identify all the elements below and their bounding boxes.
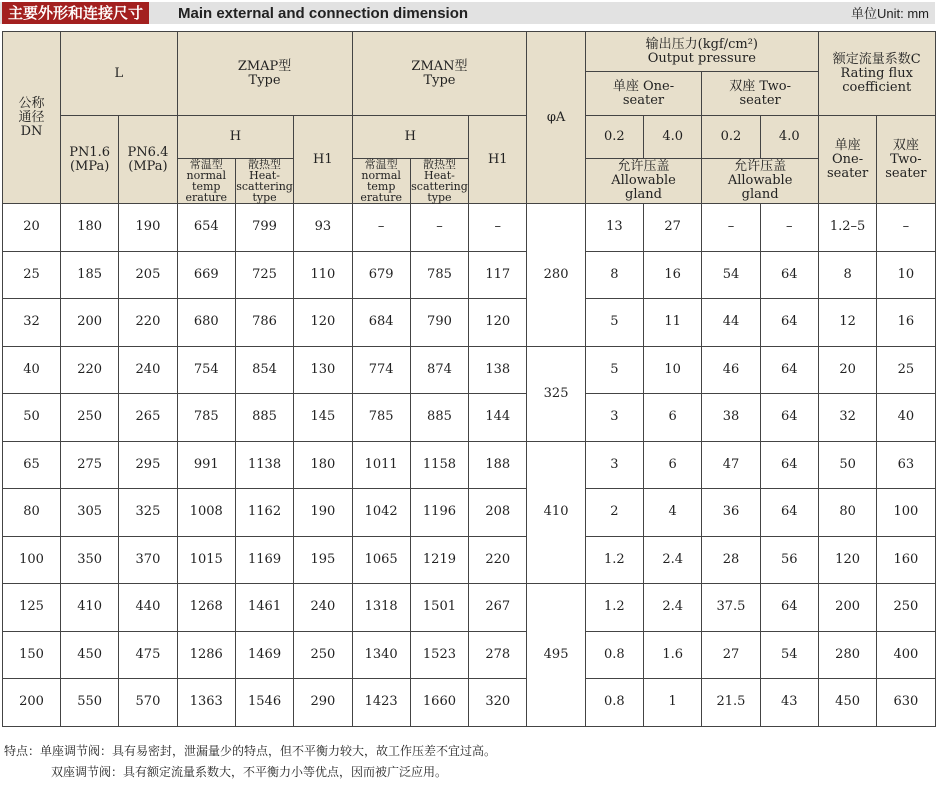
table-cell: 37.5 [702,584,760,632]
zmap-h-header: H [177,116,294,159]
table-cell: 1461 [235,584,293,632]
table-cell: 20 [818,346,876,394]
table-cell: 250 [61,394,119,442]
table-cell: 54 [760,631,818,679]
table-cell: 195 [294,536,352,584]
table-cell: 265 [119,394,177,442]
table-cell: 630 [877,679,935,727]
table-cell: 1169 [235,536,293,584]
table-cell: 275 [61,441,119,489]
table-cell: 1065 [352,536,410,584]
one-gland-header: 允许压盖 Allowable gland [585,159,702,204]
table-cell: 200 [3,679,61,727]
zmap-normal-header: 常温型 normal temp erature [177,159,235,204]
table-cell: 54 [702,251,760,299]
one-p40: 4.0 [644,116,702,159]
table-cell: 774 [352,346,410,394]
table-cell: 1340 [352,631,410,679]
table-row [3,299,936,347]
table-cell: 5 [585,299,643,347]
table-cell: 725 [235,251,293,299]
table-cell: 1015 [177,536,235,584]
table-cell: 240 [119,346,177,394]
table-cell: 669 [177,251,235,299]
table-cell: 40 [3,346,61,394]
table-cell: 295 [119,441,177,489]
table-cell: 680 [177,299,235,347]
table-cell: 1469 [235,631,293,679]
pn64-header: PN6.4 (MPa) [119,116,177,204]
table-cell: 180 [61,204,119,252]
table-cell: 64 [760,251,818,299]
table-cell: 46 [702,346,760,394]
table-row [3,584,936,632]
footer-notes [4,741,496,783]
table-cell: 120 [818,536,876,584]
table-row [3,204,936,252]
table-cell: 3 [585,441,643,489]
table-cell: 56 [760,536,818,584]
table-cell: 64 [760,441,818,489]
table-cell: 0.8 [585,679,643,727]
title-cn: 主要外形和连接尺寸 [2,2,149,24]
table-cell: 64 [760,346,818,394]
table-cell: 1363 [177,679,235,727]
unit-label: 单位Unit: mm [850,6,929,21]
table-cell: 8 [818,251,876,299]
table-cell: 150 [3,631,61,679]
table-cell: 1.2–5 [818,204,876,252]
table-cell: – [760,204,818,252]
table-cell: 64 [760,299,818,347]
table-cell: 36 [702,489,760,537]
zmap-heat-header: 散热型 Heat-scattering type [236,158,293,204]
table-cell: 475 [119,631,177,679]
table-cell: 16 [644,251,702,299]
table-cell: 1.6 [644,631,702,679]
table-cell: 65 [3,441,61,489]
table-row [3,536,936,584]
table-cell: 305 [61,489,119,537]
table-cell: 40 [877,394,935,442]
zmap-h1-header: H1 [294,116,352,204]
table-cell: 117 [469,251,527,299]
zman-header: ZMAN型 Type [352,32,527,116]
phia-header: φA [527,32,585,204]
table-cell: 684 [352,299,410,347]
table-cell: 125 [3,584,61,632]
table-cell: 854 [235,346,293,394]
table-cell: 200 [61,299,119,347]
table-cell: 64 [760,584,818,632]
table-cell: 786 [235,299,293,347]
two-gland-header: 允许压盖 Allowable gland [702,159,819,204]
table-cell: 240 [294,584,352,632]
one-seater-header: 单座 One-seater [585,72,702,116]
footer-note-double: 双座调节阀：具有额定流量系数大，不平衡力小等优点，因而被广泛应用。 [51,765,448,779]
table-cell: 1268 [177,584,235,632]
table-cell: 278 [469,631,527,679]
table-row [3,631,936,679]
table-cell: 1501 [410,584,468,632]
dn-header: 公称通径DN [3,32,61,204]
table-cell: 50 [3,394,61,442]
table-cell: 190 [119,204,177,252]
table-cell: 3 [585,394,643,442]
table-cell: 12 [818,299,876,347]
dimension-table [2,31,936,727]
table-cell: 550 [61,679,119,727]
table-cell: 50 [818,441,876,489]
table-cell: 1162 [235,489,293,537]
table-cell: 570 [119,679,177,727]
table-cell: 4 [644,489,702,537]
table-row [3,251,936,299]
table-cell: 27 [702,631,760,679]
table-cell: 47 [702,441,760,489]
table-cell: 885 [410,394,468,442]
table-cell: 100 [877,489,935,537]
table-cell: 1158 [410,441,468,489]
table-cell: 27 [644,204,702,252]
table-cell: 2 [585,489,643,537]
table-cell: 11 [644,299,702,347]
table-cell: 43 [760,679,818,727]
table-cell: 80 [818,489,876,537]
table-cell: 679 [352,251,410,299]
table-cell: – [410,204,468,252]
table-cell: 280 [818,631,876,679]
pn16-header: PN1.6 (MPa) [61,116,119,204]
table-cell: 1 [644,679,702,727]
table-cell: 32 [818,394,876,442]
table-cell: 267 [469,584,527,632]
table-cell: 991 [177,441,235,489]
table-cell: 5 [585,346,643,394]
zman-normal-header: 常温型 normal temp erature [352,159,410,204]
table-cell: 38 [702,394,760,442]
table-cell: 350 [61,536,119,584]
table-cell: 93 [294,204,352,252]
c-one-header: 单座 One-seater [818,116,876,204]
table-cell: 32 [3,299,61,347]
table-cell: 220 [469,536,527,584]
table-cell: 200 [818,584,876,632]
table-cell: 64 [760,394,818,442]
table-cell: 2.4 [644,584,702,632]
table-cell: 180 [294,441,352,489]
table-cell: 1286 [177,631,235,679]
table-cell: 25 [3,251,61,299]
table-cell: 2.4 [644,536,702,584]
table-cell: 450 [818,679,876,727]
output-pressure-header: 输出压力(kgf/cm²) Output pressure [585,32,818,72]
table-cell: 6 [644,441,702,489]
title-bar [0,2,935,24]
table-cell: 1.2 [585,584,643,632]
table-cell: 1138 [235,441,293,489]
table-cell: 160 [877,536,935,584]
zman-h1-header: H1 [469,116,527,204]
table-cell: 754 [177,346,235,394]
table-cell: 410 [61,584,119,632]
table-cell: 1318 [352,584,410,632]
table-cell: 440 [119,584,177,632]
table-cell: – [702,204,760,252]
table-cell: 205 [119,251,177,299]
table-cell: 110 [294,251,352,299]
phia-cell: 495 [527,584,585,727]
two-p40: 4.0 [760,116,818,159]
zman-heat-header: 散热型 Heat-scattering type [411,158,468,204]
table-cell: 450 [61,631,119,679]
table-cell: 188 [469,441,527,489]
table-cell: 44 [702,299,760,347]
table-cell: 290 [294,679,352,727]
l-header: L [61,32,178,116]
table-cell: 21.5 [702,679,760,727]
table-cell: 190 [294,489,352,537]
table-cell: 28 [702,536,760,584]
table-cell: – [877,204,935,252]
table-cell: 100 [3,536,61,584]
phia-cell: 280 [527,204,585,347]
table-cell: 144 [469,394,527,442]
two-seater-header: 双座 Two-seater [702,72,819,116]
table-cell: 25 [877,346,935,394]
table-cell: 6 [644,394,702,442]
table-cell: 185 [61,251,119,299]
phia-cell: 410 [527,441,585,584]
table-row [3,394,936,442]
table-cell: 1.2 [585,536,643,584]
table-row [3,441,936,489]
phia-cell: 325 [527,346,585,441]
table-cell: 8 [585,251,643,299]
table-row [3,489,936,537]
table-cell: – [352,204,410,252]
table-cell: 220 [61,346,119,394]
table-cell: 0.8 [585,631,643,679]
table-cell: 885 [235,394,293,442]
table-cell: 64 [760,489,818,537]
table-cell: 1423 [352,679,410,727]
table-cell: 1011 [352,441,410,489]
table-cell: 250 [877,584,935,632]
table-cell: 120 [294,299,352,347]
table-cell: 1523 [410,631,468,679]
table-cell: 1008 [177,489,235,537]
footer-note-single: 特点：单座调节阀：具有易密封，泄漏量少的特点，但不平衡力较大，故工作压差不宜过高。 [4,744,497,758]
table-cell: 130 [294,346,352,394]
table-cell: 208 [469,489,527,537]
table-cell: 370 [119,536,177,584]
table-cell: 1546 [235,679,293,727]
table-cell: 799 [235,204,293,252]
rating-header: 额定流量系数C Rating flux coefficient [818,32,935,116]
table-cell: – [469,204,527,252]
table-cell: 63 [877,441,935,489]
table-row [3,679,936,727]
table-cell: 1660 [410,679,468,727]
table-cell: 325 [119,489,177,537]
table-cell: 320 [469,679,527,727]
table-cell: 790 [410,299,468,347]
table-cell: 785 [410,251,468,299]
zman-h-header: H [352,116,469,159]
table-cell: 220 [119,299,177,347]
table-cell: 874 [410,346,468,394]
table-cell: 400 [877,631,935,679]
two-p02: 0.2 [702,116,760,159]
one-p02: 0.2 [585,116,643,159]
table-cell: 20 [3,204,61,252]
table-cell: 654 [177,204,235,252]
table-cell: 10 [644,346,702,394]
table-cell: 120 [469,299,527,347]
table-cell: 1196 [410,489,468,537]
c-two-header: 双座 Two-seater [877,116,935,204]
title-en: Main external and connection dimension [178,5,469,22]
table-cell: 250 [294,631,352,679]
table-cell: 80 [3,489,61,537]
table-cell: 1042 [352,489,410,537]
table-cell: 145 [294,394,352,442]
table-cell: 1219 [410,536,468,584]
table-cell: 10 [877,251,935,299]
table-cell: 785 [352,394,410,442]
zmap-header: ZMAP型 Type [177,32,352,116]
table-cell: 785 [177,394,235,442]
table-cell: 138 [469,346,527,394]
table-cell: 13 [585,204,643,252]
table-cell: 16 [877,299,935,347]
table-row [3,346,936,394]
